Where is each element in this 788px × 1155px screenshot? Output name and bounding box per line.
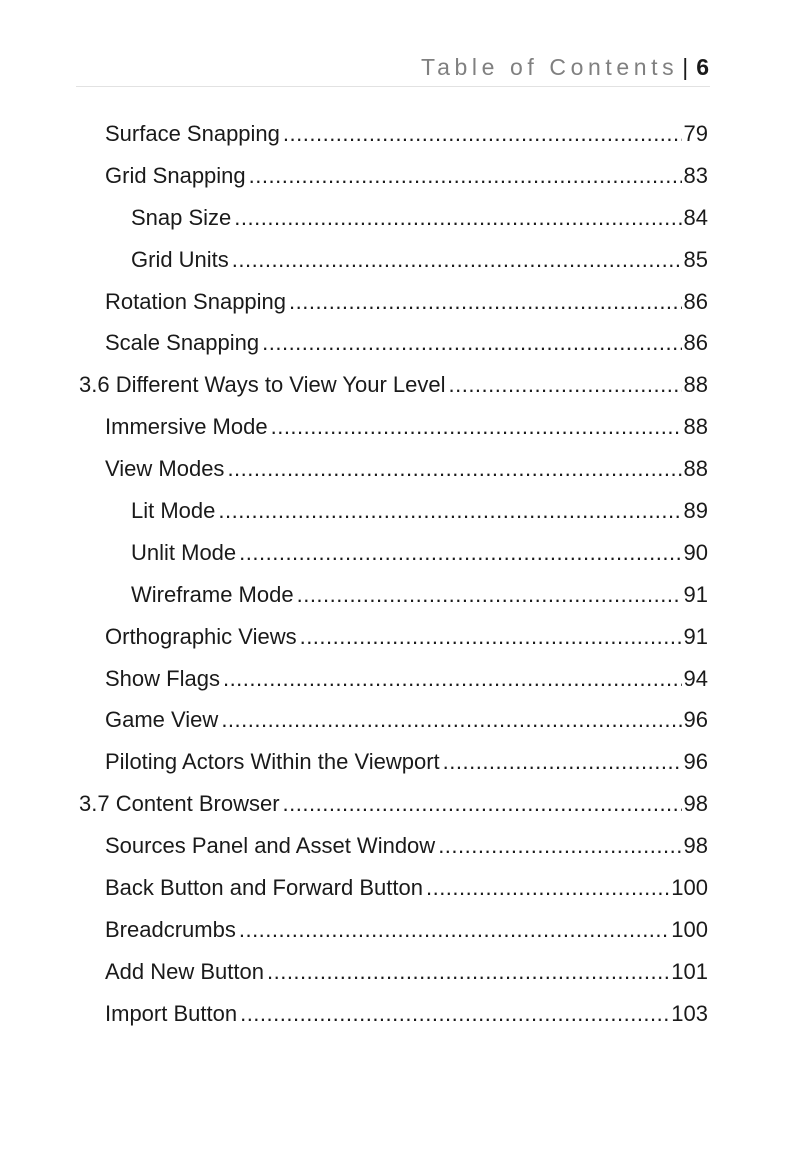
toc-entry-title: Lit Mode xyxy=(131,497,216,523)
toc-entry-page-number: 86 xyxy=(683,288,708,314)
toc-entry[interactable] xyxy=(0,322,708,364)
toc-entry-page-number: 89 xyxy=(683,497,708,523)
toc-dot-leader xyxy=(267,958,669,986)
toc-entry[interactable] xyxy=(0,951,708,993)
toc-entry-title: Import Button xyxy=(105,1000,238,1026)
toc-entry-page-number: 84 xyxy=(683,204,708,230)
toc-entry-page-number: 91 xyxy=(683,581,708,607)
toc-entry[interactable] xyxy=(0,993,708,1035)
toc-dot-leader xyxy=(426,874,669,902)
toc-entry-title: Scale Snapping xyxy=(105,330,260,356)
toc-dot-leader xyxy=(283,790,682,818)
toc-entry-page-number: 88 xyxy=(683,456,708,482)
toc-entry[interactable] xyxy=(0,490,708,532)
toc-entry[interactable] xyxy=(0,364,708,406)
toc-entry-page-number: 88 xyxy=(683,414,708,440)
toc-dot-leader xyxy=(438,832,681,860)
toc-dot-leader xyxy=(221,706,681,734)
toc-entry-page-number: 94 xyxy=(683,665,708,691)
toc-entry-page-number: 100 xyxy=(671,874,708,900)
toc-dot-leader xyxy=(249,162,682,190)
toc-entry[interactable] xyxy=(0,741,708,783)
toc-entry-page-number: 90 xyxy=(683,539,708,565)
toc-entry[interactable] xyxy=(0,448,708,490)
toc-dot-leader xyxy=(448,371,681,399)
toc-entry[interactable] xyxy=(0,532,708,574)
toc-entry-title: Immersive Mode xyxy=(105,414,268,440)
toc-entry-page-number: 83 xyxy=(683,162,708,188)
toc-dot-leader xyxy=(443,748,682,776)
toc-entry-title: Back Button and Forward Button xyxy=(105,874,423,900)
toc-dot-leader xyxy=(297,581,682,609)
toc-entry-page-number: 96 xyxy=(683,707,708,733)
toc-entry[interactable] xyxy=(0,699,708,741)
toc-entry-title: 3.6 Different Ways to View Your Level xyxy=(79,372,446,398)
toc-entry-page-number: 79 xyxy=(683,120,708,146)
toc-entry[interactable] xyxy=(0,574,708,616)
toc-dot-leader xyxy=(262,329,681,357)
toc-entry-page-number: 91 xyxy=(683,623,708,649)
toc-dot-leader xyxy=(239,916,669,944)
toc-entry[interactable] xyxy=(0,825,708,867)
toc-entry-title: Rotation Snapping xyxy=(105,288,287,314)
toc-dot-leader xyxy=(218,497,681,525)
toc-entry[interactable] xyxy=(0,867,708,909)
toc-entry-title: Orthographic Views xyxy=(105,623,297,649)
toc-entry-title: Show Flags xyxy=(105,665,220,691)
toc-entry[interactable] xyxy=(0,658,708,700)
page-header xyxy=(76,52,710,87)
toc-entry-title: 3.7 Content Browser xyxy=(79,791,280,817)
toc-entry-title: Snap Size xyxy=(131,204,232,230)
toc-entry-page-number: 86 xyxy=(683,330,708,356)
toc-entry-title: Breadcrumbs xyxy=(105,916,236,942)
toc-dot-leader xyxy=(300,623,682,651)
toc-dot-leader xyxy=(271,413,682,441)
toc-entry[interactable] xyxy=(0,406,708,448)
toc-dot-leader xyxy=(239,539,681,567)
toc-dot-leader xyxy=(232,246,682,274)
header-title: Table of Contents xyxy=(421,54,679,80)
toc-entry-page-number: 98 xyxy=(683,833,708,859)
toc-entry-title: Piloting Actors Within the Viewport xyxy=(105,749,440,775)
table-of-contents xyxy=(0,113,788,1035)
toc-dot-leader xyxy=(283,120,682,148)
toc-entry-page-number: 85 xyxy=(683,246,708,272)
toc-entry[interactable] xyxy=(0,113,708,155)
toc-dot-leader xyxy=(240,1000,669,1028)
toc-entry-page-number: 100 xyxy=(671,916,708,942)
toc-entry-title: Unlit Mode xyxy=(131,539,237,565)
toc-entry-title: Surface Snapping xyxy=(105,120,280,146)
toc-dot-leader xyxy=(227,455,681,483)
toc-entry-title: Game View xyxy=(105,707,219,733)
toc-entry[interactable] xyxy=(0,783,708,825)
toc-entry-title: Grid Units xyxy=(131,246,229,272)
toc-entry-title: Grid Snapping xyxy=(105,162,246,188)
toc-dot-leader xyxy=(223,665,682,693)
toc-entry-title: View Modes xyxy=(105,456,225,482)
toc-entry-page-number: 98 xyxy=(683,791,708,817)
header-separator: | xyxy=(682,54,689,80)
toc-entry-page-number: 88 xyxy=(683,372,708,398)
toc-entry-title: Sources Panel and Asset Window xyxy=(105,833,436,859)
toc-entry[interactable] xyxy=(0,239,708,281)
toc-entry-title: Wireframe Mode xyxy=(131,581,294,607)
toc-entry[interactable] xyxy=(0,281,708,323)
toc-entry[interactable] xyxy=(0,155,708,197)
toc-entry[interactable] xyxy=(0,909,708,951)
header-page-number: 6 xyxy=(696,54,709,80)
toc-entry-page-number: 96 xyxy=(683,749,708,775)
toc-entry-page-number: 101 xyxy=(671,958,708,984)
toc-dot-leader xyxy=(234,204,681,232)
toc-entry-title: Add New Button xyxy=(105,958,264,984)
toc-entry[interactable] xyxy=(0,616,708,658)
toc-dot-leader xyxy=(289,288,681,316)
toc-entry[interactable] xyxy=(0,197,708,239)
toc-entry-page-number: 103 xyxy=(671,1000,708,1026)
